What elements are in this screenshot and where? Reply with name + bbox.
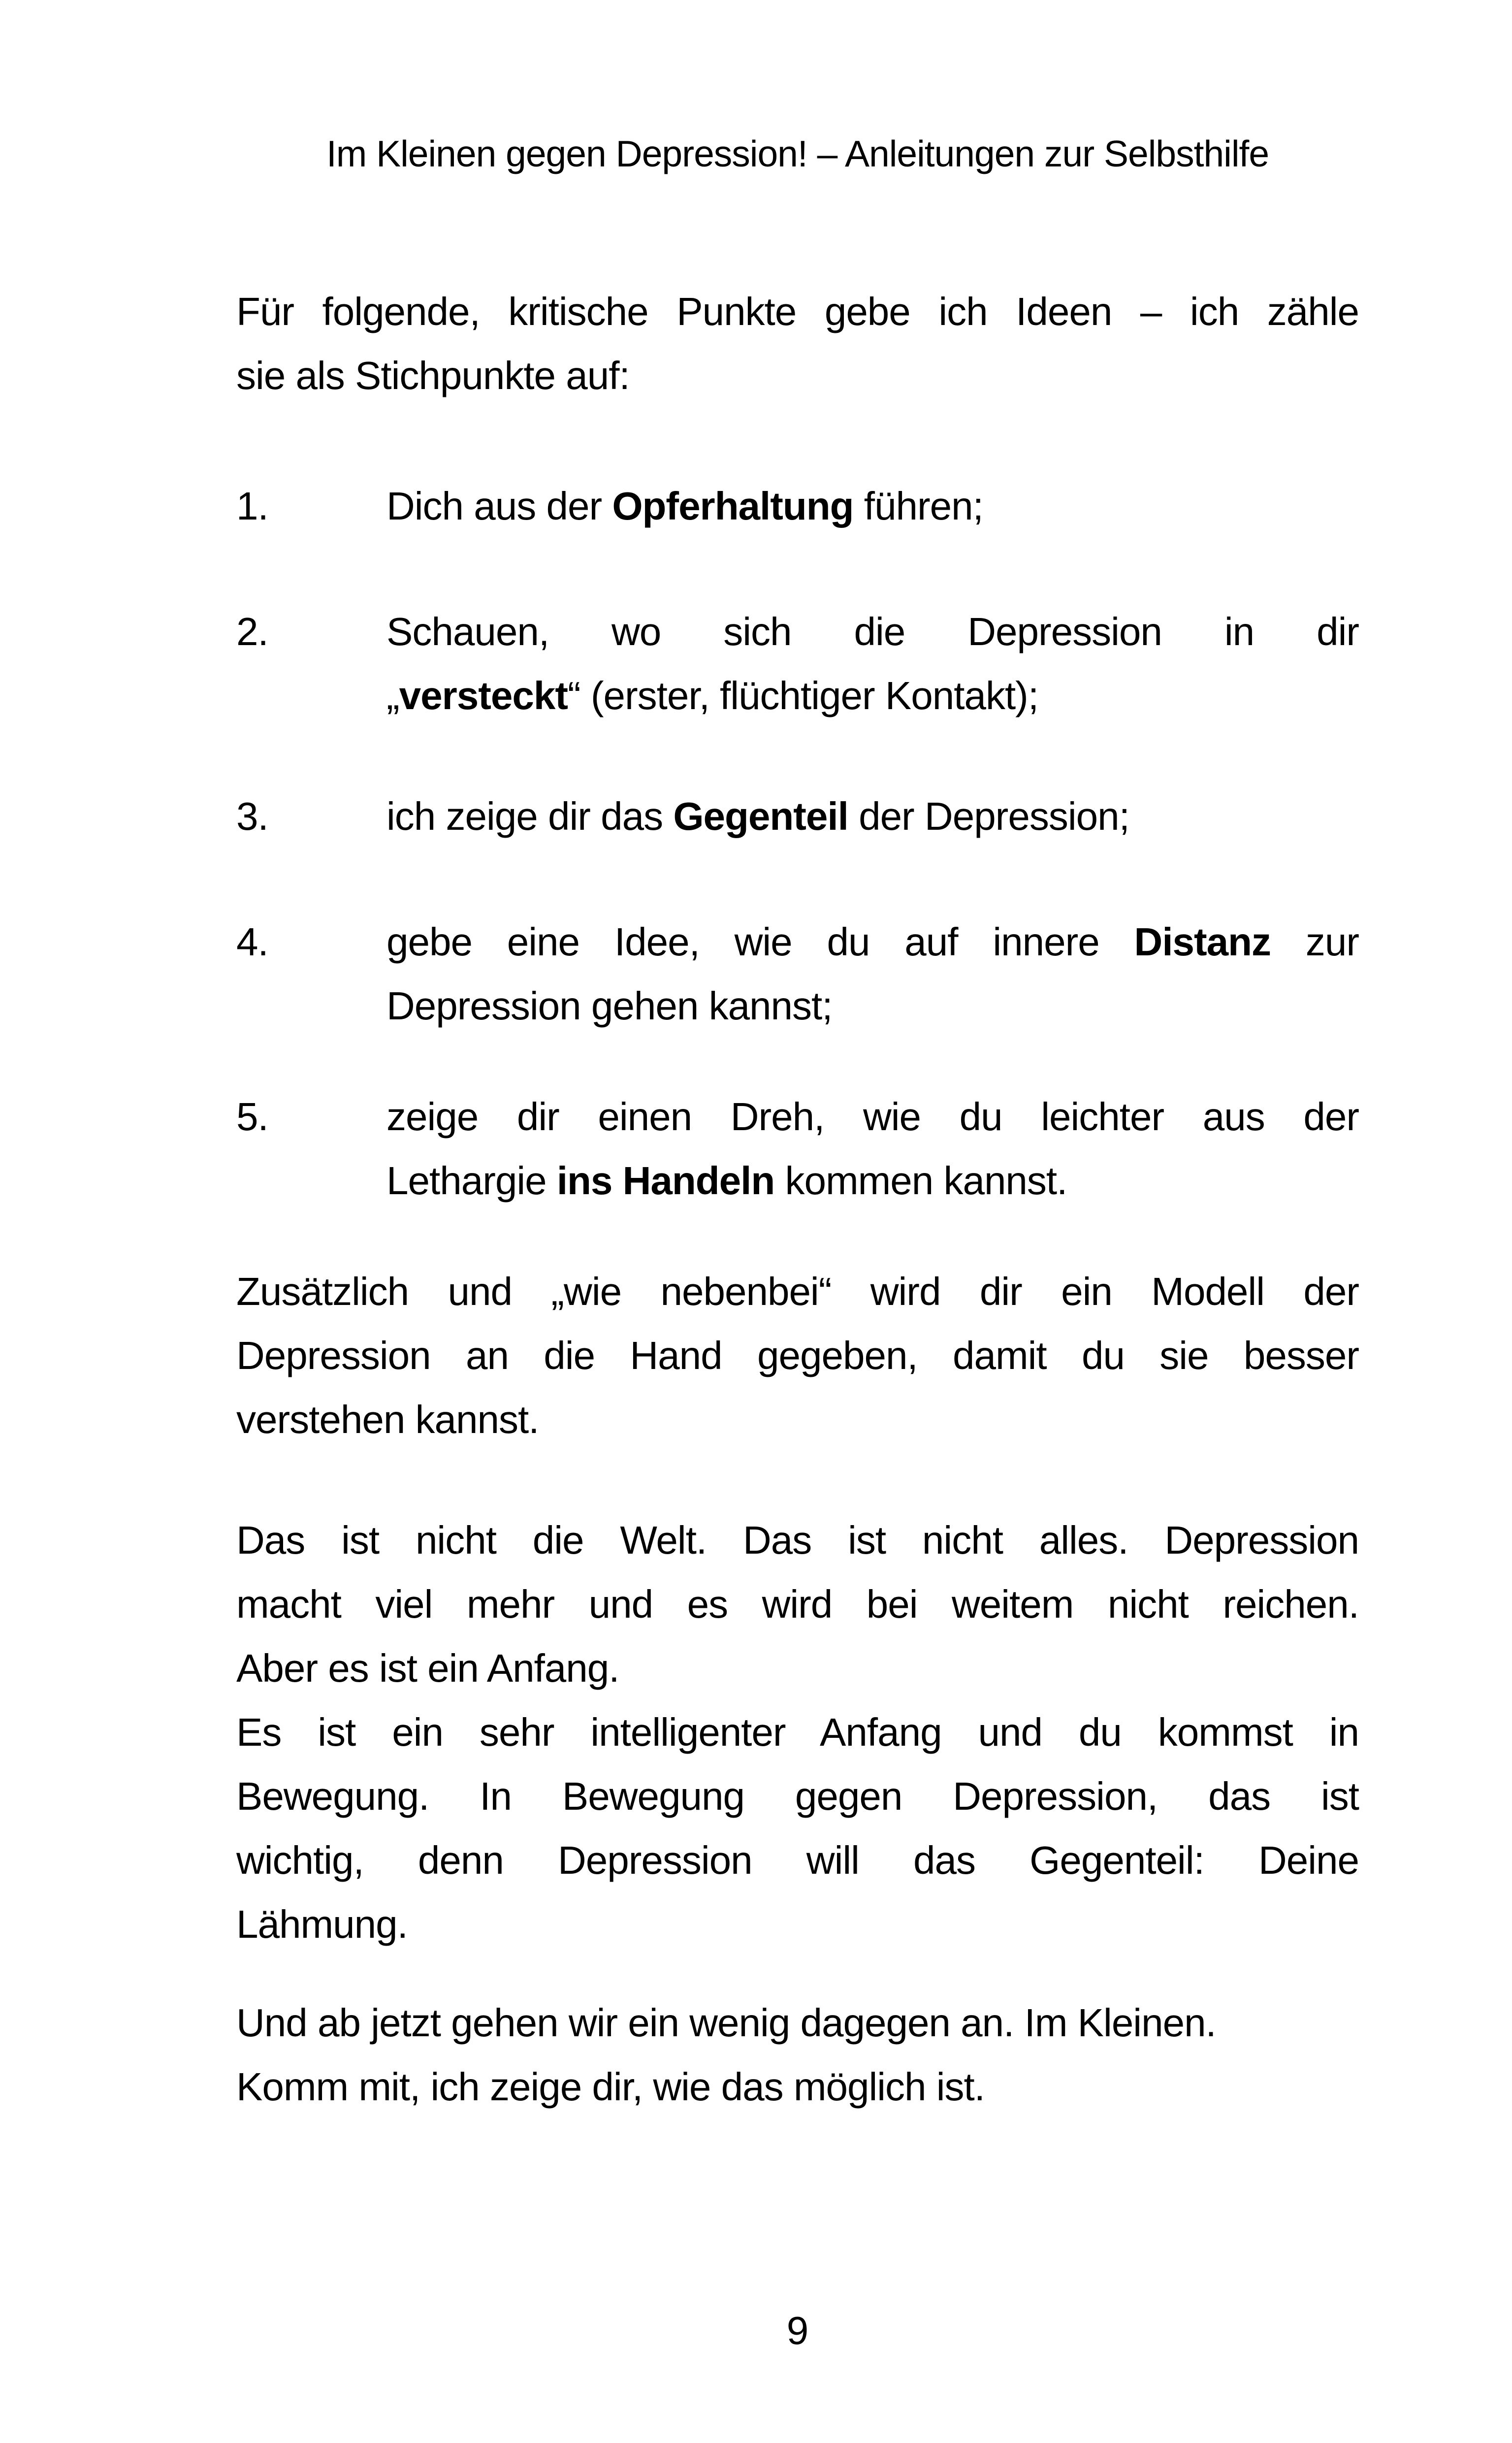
paragraph-para-model bbox=[236, 1260, 1359, 1452]
page-text-body bbox=[236, 280, 1359, 2119]
text-line bbox=[236, 1636, 1359, 1700]
text-line bbox=[386, 1085, 1359, 1149]
text-line bbox=[386, 1149, 1359, 1213]
item-number: 2. bbox=[236, 610, 268, 653]
text-run: Zusätzlich und „wie nebenbei“ wird dir ein Modell der bbox=[236, 1270, 1359, 1313]
text-line bbox=[236, 1991, 1359, 2055]
text-run: zeige dir einen Dreh, wie du leichter aus der bbox=[386, 1095, 1359, 1139]
item-text bbox=[386, 1085, 1359, 1213]
text-run: Depression gehen kannst; bbox=[386, 984, 833, 1028]
text-run: sie als Stichpunkte auf: bbox=[236, 354, 630, 397]
text-line bbox=[386, 474, 1359, 538]
paragraph-para-ab-jetzt bbox=[236, 1991, 1359, 2119]
bold-text-run: Gegenteil bbox=[673, 794, 848, 838]
text-line bbox=[236, 1700, 1359, 1764]
text-line bbox=[386, 974, 1359, 1038]
list-item-item1 bbox=[236, 474, 1359, 538]
item-number: 5. bbox=[236, 1095, 268, 1139]
item-number: 3. bbox=[236, 794, 268, 838]
text-run: Und ab jetzt gehen wir ein wenig dagegen an. Im Kleinen. bbox=[236, 2001, 1216, 2045]
item-text bbox=[386, 474, 1359, 538]
text-line bbox=[236, 1324, 1359, 1388]
list-item-item2 bbox=[236, 600, 1359, 728]
item-number: 1. bbox=[236, 484, 268, 528]
text-line bbox=[236, 1260, 1359, 1324]
text-line bbox=[386, 600, 1359, 664]
text-run: wichtig, denn Depression will das Gegenteil: Deine bbox=[236, 1838, 1359, 1882]
list-item-item4 bbox=[236, 910, 1359, 1038]
text-run: verstehen kannst. bbox=[236, 1398, 539, 1441]
list-item-item3 bbox=[236, 784, 1359, 848]
text-line bbox=[236, 1892, 1359, 1956]
text-run: gebe eine Idee, wie du auf innere bbox=[386, 920, 1134, 964]
text-line bbox=[236, 1828, 1359, 1892]
list-item-item5 bbox=[236, 1085, 1359, 1213]
running-header: Im Kleinen gegen Depression! – Anleitungen zur Selbsthilfe bbox=[326, 133, 1269, 174]
text-line bbox=[386, 664, 1359, 728]
text-run: Komm mit, ich zeige dir, wie das möglich ist. bbox=[236, 2065, 985, 2109]
text-line bbox=[236, 1388, 1359, 1452]
bold-text-run: Opferhaltung bbox=[612, 484, 854, 528]
text-run: führen; bbox=[853, 484, 983, 528]
text-line bbox=[386, 910, 1359, 974]
text-run: Lähmung. bbox=[236, 1902, 408, 1946]
text-run: “ (erster, flüchtiger Kontakt); bbox=[568, 674, 1039, 717]
item-text bbox=[386, 600, 1359, 728]
text-run: ich zeige dir das bbox=[386, 794, 674, 838]
text-run: der Depression; bbox=[848, 794, 1129, 838]
text-run: Depression an die Hand gegeben, damit du sie besser bbox=[236, 1334, 1359, 1377]
text-run: Bewegung. In Bewegung gegen Depression, das ist bbox=[236, 1774, 1359, 1818]
paragraph-para-welt bbox=[236, 1508, 1359, 1700]
item-text bbox=[386, 910, 1359, 1038]
text-line bbox=[386, 784, 1359, 848]
text-line bbox=[236, 1764, 1359, 1828]
bold-text-run: versteckt bbox=[399, 674, 568, 717]
text-run: Lethargie bbox=[386, 1159, 557, 1203]
text-line bbox=[236, 1508, 1359, 1572]
text-run: Aber es ist ein Anfang. bbox=[236, 1646, 619, 1690]
page-number: 9 bbox=[786, 2309, 809, 2352]
text-run: zur bbox=[1271, 920, 1359, 964]
text-run: macht viel mehr und es wird bei weitem nicht reichen. bbox=[236, 1582, 1359, 1626]
text-run: Schauen, wo sich die Depression in dir bbox=[386, 610, 1359, 653]
text-line bbox=[236, 1572, 1359, 1636]
item-number: 4. bbox=[236, 920, 268, 964]
paragraph-intro bbox=[236, 280, 1359, 408]
item-text bbox=[386, 784, 1359, 848]
text-line bbox=[236, 344, 1359, 408]
text-run: Dich aus der bbox=[386, 484, 612, 528]
text-run: kommen kannst. bbox=[774, 1159, 1067, 1203]
text-run: Es ist ein sehr intelligenter Anfang und du kommst in bbox=[236, 1710, 1359, 1754]
text-line bbox=[236, 2055, 1359, 2119]
bold-text-run: Distanz bbox=[1134, 920, 1271, 964]
paragraph-para-anfang bbox=[236, 1700, 1359, 1956]
bold-text-run: ins Handeln bbox=[556, 1159, 775, 1203]
text-run: Das ist nicht die Welt. Das ist nicht alles. Depression bbox=[236, 1518, 1359, 1562]
text-run: Für folgende, kritische Punkte gebe ich Ideen – ich zähle bbox=[236, 290, 1359, 333]
text-run: „ bbox=[386, 674, 399, 717]
text-line bbox=[236, 280, 1359, 344]
